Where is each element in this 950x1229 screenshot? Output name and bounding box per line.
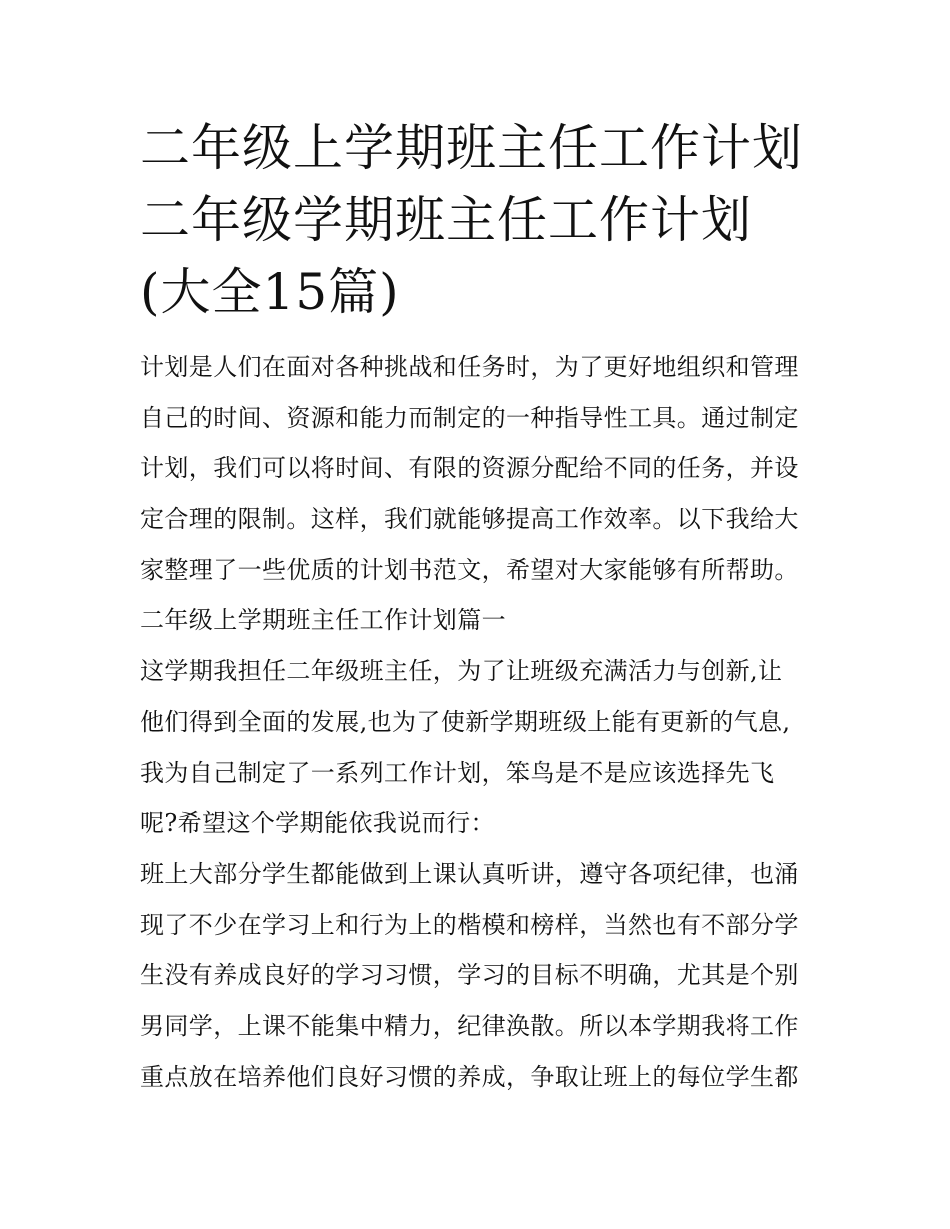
document-body bbox=[140, 342, 812, 1102]
text-line: 自己的时间、资源和能力而制定的一种指导性工具。通过制定 bbox=[140, 403, 799, 432]
text-line: 家整理了一些优质的计划书范文，希望对大家能够有所帮助。 bbox=[140, 555, 799, 584]
document-title: 二年级上学期班主任工作计划二年级学期班主任工作计划(大全15篇) bbox=[140, 119, 803, 321]
text-line: 计划是人们在面对各种挑战和任务时，为了更好地组织和管理 bbox=[140, 353, 799, 381]
text-line: 生没有养成良好的学习习惯，学习的目标不明确，尤其是个别 bbox=[140, 961, 799, 990]
text-line: 重点放在培养他们良好习惯的养成，争取让班上的每位学生都 bbox=[140, 1062, 799, 1091]
text-line: 呢?希望这个学期能依我说而行： bbox=[140, 809, 495, 838]
document-content bbox=[140, 112, 812, 1102]
text-line: 这学期我担任二年级班主任，为了让班级充满活力与创新,让 bbox=[140, 657, 783, 686]
text-line: 男同学，上课不能集中精力，纪律涣散。所以本学期我将工作 bbox=[140, 1011, 799, 1040]
text-line: 计划，我们可以将时间、有限的资源分配给不同的任务，并设 bbox=[140, 454, 799, 483]
text-line: 班上大部分学生都能做到上课认真听讲，遵守各项纪律，也涌 bbox=[140, 859, 799, 888]
text-line: 我为自己制定了一系列工作计划，笨鸟是不是应该选择先飞 bbox=[140, 758, 775, 787]
text-line: 现了不少在学习上和行为上的楷模和榜样，当然也有不部分学 bbox=[140, 910, 799, 939]
text-line: 定合理的限制。这样，我们就能够提高工作效率。以下我给大 bbox=[140, 505, 799, 534]
section-heading: 二年级上学期班主任工作计划篇一 bbox=[140, 606, 506, 635]
text-line: 他们得到全面的发展,也为了使新学期班级上能有更新的气息, bbox=[140, 707, 791, 736]
